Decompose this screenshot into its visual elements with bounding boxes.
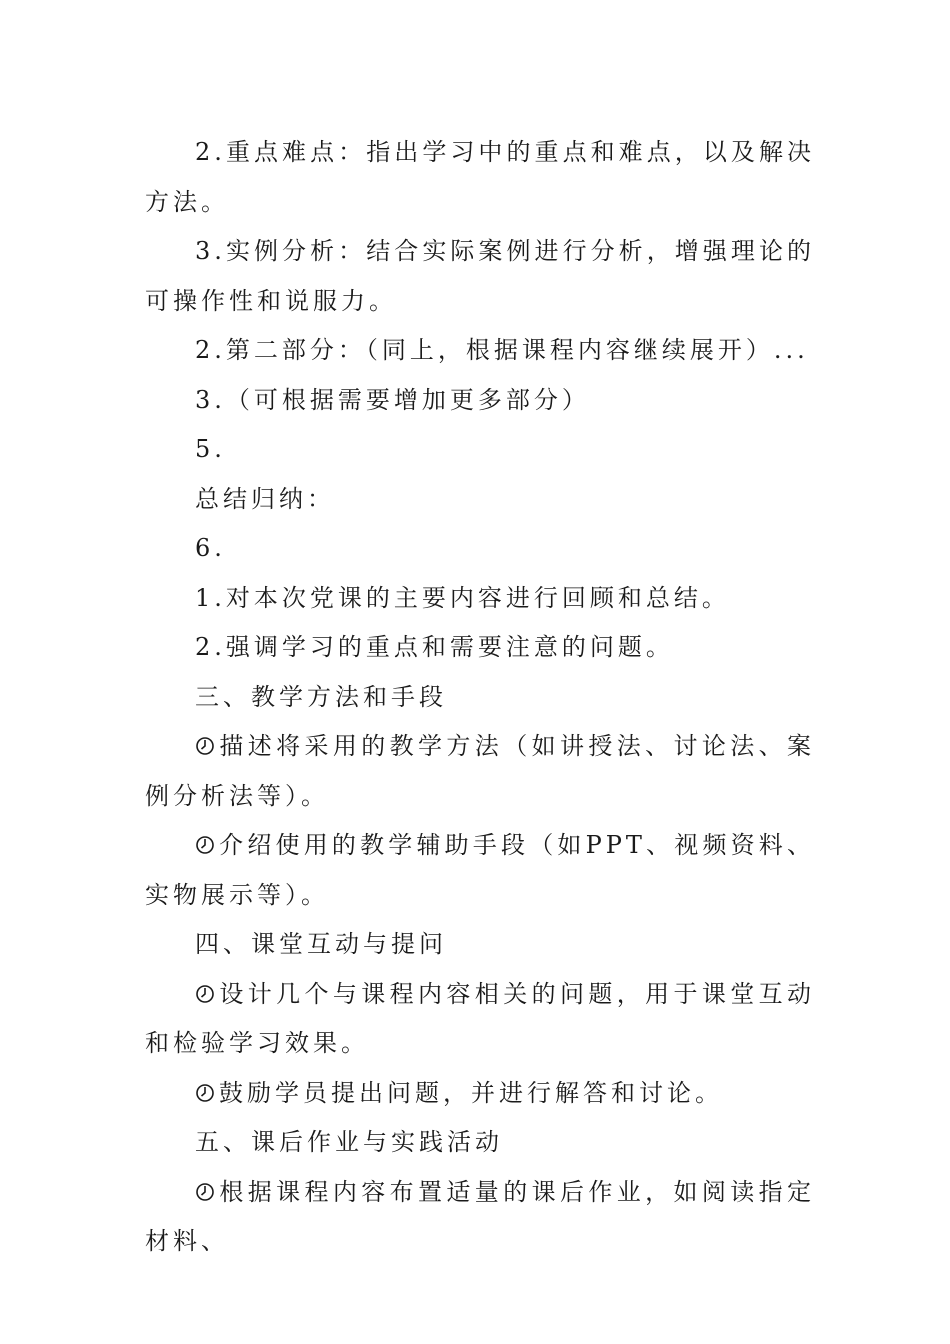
paragraph-text: 总结归纳： [195,484,335,513]
paragraph-text: 3.（可根据需要增加更多部分） [195,385,590,414]
bullet-paragraph [145,722,815,821]
section-heading [145,673,815,723]
paragraph [145,376,815,426]
bullet-paragraph [145,1069,815,1119]
paragraph [145,425,815,475]
clock-bullet-icon [195,1083,215,1103]
bullet-paragraph [145,821,815,920]
heading-text: 四、课堂互动与提问 [195,930,447,958]
paragraph-text: 设计几个与课程内容相关的问题，用于课堂互动和检验学习效果。 [145,979,815,1057]
bullet-paragraph [145,1168,815,1267]
clock-bullet-icon [195,736,215,756]
paragraph [145,623,815,673]
paragraph [145,227,815,326]
section-heading [145,920,815,970]
paragraph-text: 鼓励学员提出问题，并进行解答和讨论。 [219,1078,723,1107]
bullet-paragraph [145,970,815,1069]
paragraph [145,128,815,227]
document-body [145,128,815,1267]
clock-bullet-icon [195,984,215,1004]
paragraph-text: 3.实例分析：结合实际案例进行分析，增强理论的可操作性和说服力。 [145,237,815,315]
heading-text: 五、课后作业与实践活动 [195,1128,503,1156]
paragraph-text: 1.对本次党课的主要内容进行回顾和总结。 [195,583,730,612]
paragraph [145,574,815,624]
paragraph [145,326,815,376]
clock-bullet-icon [195,1182,215,1202]
paragraph-text: 2.重点难点：指出学习中的重点和难点，以及解决方法。 [145,138,815,216]
paragraph-text: 2.强调学习的重点和需要注意的问题。 [195,633,674,661]
paragraph-text: 6. [195,534,226,562]
paragraph-text: 根据课程内容布置适量的课后作业，如阅读指定材料、 [145,1177,815,1255]
paragraph-text: 介绍使用的教学辅助手段（如PPT、视频资料、实物展示等）。 [145,831,815,909]
paragraph [145,524,815,574]
section-label [145,475,815,525]
section-heading [145,1118,815,1168]
paragraph-text: 描述将采用的教学方法（如讲授法、讨论法、案例分析法等）。 [145,732,815,810]
paragraph-text: 5. [195,435,226,463]
paragraph-text: 2.第二部分：（同上，根据课程内容继续展开）... [195,336,809,364]
heading-text: 三、教学方法和手段 [195,682,447,711]
clock-bullet-icon [195,835,215,855]
